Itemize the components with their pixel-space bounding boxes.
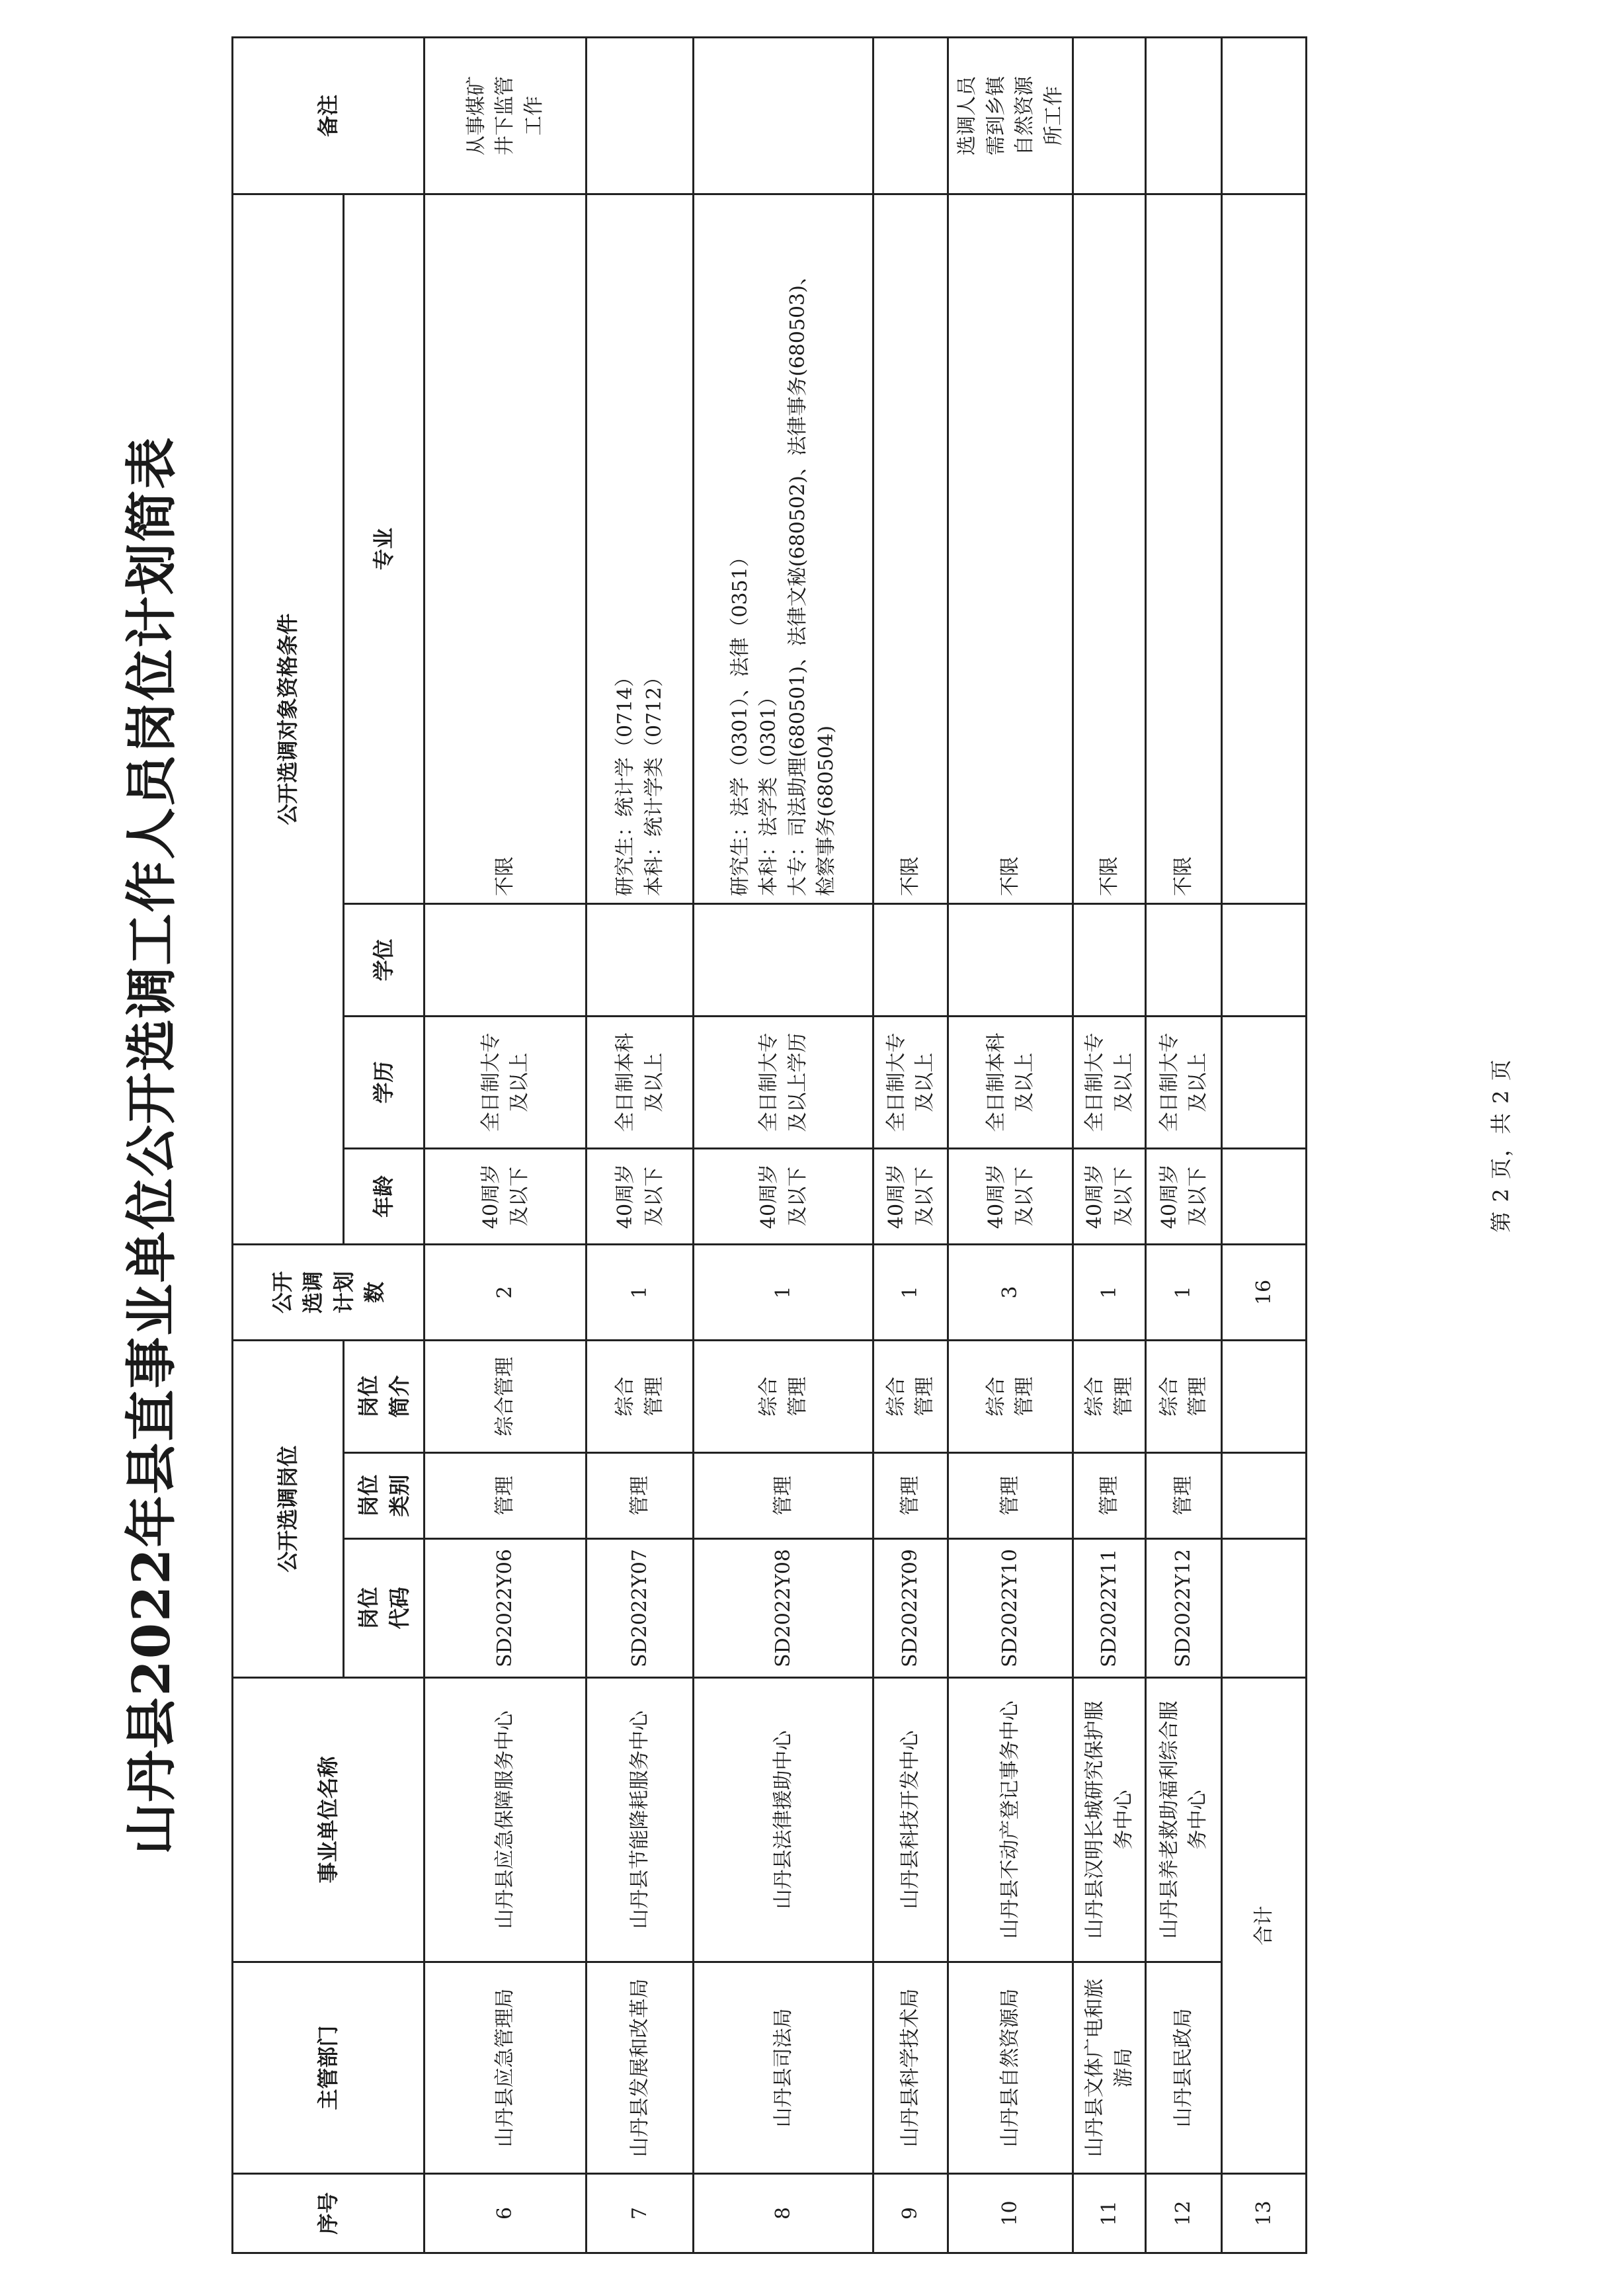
cell-age: 40周岁 及以下	[587, 1149, 694, 1245]
table-row	[948, 38, 1073, 2253]
cell-count: 1	[873, 1245, 948, 1341]
cell-remark	[694, 38, 873, 194]
header-post-type: 岗位 类别	[344, 1453, 425, 1539]
cell-dept: 山丹县应急管理局	[425, 1962, 587, 2174]
cell-type: 管理	[587, 1453, 694, 1539]
cell-seq: 8	[694, 2174, 873, 2253]
cell-desc: 综合 管理	[587, 1341, 694, 1453]
cell-count: 1	[1073, 1245, 1146, 1341]
cell-remark	[1146, 38, 1222, 194]
cell-edu: 全日制大专 及以上学历	[694, 1017, 873, 1149]
header-cond-group: 公开选调对象资格条件	[233, 194, 344, 1245]
total-count: 16	[1222, 1245, 1307, 1341]
cell-edu: 全日制大专 及以上	[1146, 1017, 1222, 1149]
cell-remark	[1073, 38, 1146, 194]
cell-major: 研究生：统计学（0714） 本科：统计学类（0712）	[587, 194, 694, 904]
table-row	[1146, 38, 1222, 2253]
cell-degree	[694, 904, 873, 1017]
total-label: 合计	[1222, 1678, 1307, 2174]
cell-major: 不限	[873, 194, 948, 904]
table-row	[694, 38, 873, 2253]
page-footer: 第 2 页，共 2 页	[1488, 1058, 1514, 1233]
cell-type	[1222, 1453, 1307, 1539]
cell-major	[1222, 194, 1307, 904]
cell-unit: 山丹县节能降耗服务中心	[587, 1678, 694, 1962]
cell-desc	[1222, 1341, 1307, 1453]
header-row-1	[233, 38, 344, 2253]
cell-degree	[873, 904, 948, 1017]
header-seq: 序号	[233, 2174, 425, 2253]
header-age: 年龄	[344, 1149, 425, 1245]
cell-major: 不限	[1073, 194, 1146, 904]
cell-edu: 全日制大专 及以上	[873, 1017, 948, 1149]
cell-degree	[587, 904, 694, 1017]
header-major: 专业	[344, 194, 425, 904]
cell-unit: 山丹县应急保障服务中心	[425, 1678, 587, 1962]
table-row	[587, 38, 694, 2253]
cell-major: 不限	[425, 194, 587, 904]
cell-count: 1	[694, 1245, 873, 1341]
cell-type: 管理	[1073, 1453, 1146, 1539]
cell-seq: 6	[425, 2174, 587, 2253]
cell-remark: 从事煤矿 井下监管 工作	[425, 38, 587, 194]
header-degree: 学位	[344, 904, 425, 1017]
cell-major: 不限	[948, 194, 1073, 904]
cell-count: 3	[948, 1245, 1073, 1341]
cell-remark	[873, 38, 948, 194]
table-row	[1073, 38, 1146, 2253]
cell-desc: 综合 管理	[873, 1341, 948, 1453]
cell-edu	[1222, 1017, 1307, 1149]
cell-dept: 山丹县文体广电和旅 游局	[1073, 1962, 1146, 2174]
cell-unit: 山丹县科技开发中心	[873, 1678, 948, 1962]
total-row	[1222, 38, 1307, 2253]
cell-type: 管理	[948, 1453, 1073, 1539]
header-post-desc: 岗位 简介	[344, 1341, 425, 1453]
cell-unit: 山丹县不动产登记事务中心	[948, 1678, 1073, 1962]
cell-code: SD2022Y11	[1073, 1539, 1146, 1678]
cell-dept: 山丹县司法局	[694, 1962, 873, 2174]
header-dept: 主管部门	[233, 1962, 425, 2174]
cell-seq: 12	[1146, 2174, 1222, 2253]
header-post-group: 公开选调岗位	[233, 1341, 344, 1678]
cell-type: 管理	[1146, 1453, 1222, 1539]
cell-seq: 9	[873, 2174, 948, 2253]
cell-major: 研究生：法学（0301）、法律（0351） 本科：法学类（0301） 大专：司法助理(680501)、法律文秘(680502)、法律事务(680503)、 检察事务(680504)	[694, 194, 873, 904]
cell-desc: 综合 管理	[1073, 1341, 1146, 1453]
cell-degree	[1073, 904, 1146, 1017]
cell-degree	[1146, 904, 1222, 1017]
cell-unit: 山丹县法律援助中心	[694, 1678, 873, 1962]
cell-dept: 山丹县科学技术局	[873, 1962, 948, 2174]
cell-code: SD2022Y10	[948, 1539, 1073, 1678]
cell-count: 2	[425, 1245, 587, 1341]
cell-code	[1222, 1539, 1307, 1678]
cell-desc: 综合管理	[425, 1341, 587, 1453]
cell-edu: 全日制大专 及以上	[425, 1017, 587, 1149]
cell-age: 40周岁 及以下	[948, 1149, 1073, 1245]
cell-age: 40周岁 及以下	[873, 1149, 948, 1245]
cell-desc: 综合 管理	[948, 1341, 1073, 1453]
cell-edu: 全日制本科 及以上	[948, 1017, 1073, 1149]
cell-desc: 综合 管理	[1146, 1341, 1222, 1453]
cell-type: 管理	[694, 1453, 873, 1539]
cell-unit: 山丹县养老救助福利综合服 务中心	[1146, 1678, 1222, 1962]
recruitment-table	[231, 36, 1307, 2254]
cell-remark	[587, 38, 694, 194]
cell-age: 40周岁 及以下	[1073, 1149, 1146, 1245]
cell-code: SD2022Y06	[425, 1539, 587, 1678]
cell-age	[1222, 1149, 1307, 1245]
cell-age: 40周岁 及以下	[1146, 1149, 1222, 1245]
cell-remark	[1222, 38, 1307, 194]
cell-seq: 10	[948, 2174, 1073, 2253]
cell-age: 40周岁 及以下	[694, 1149, 873, 1245]
page-title: 山丹县2022年县直事业单位公开选调工作人员岗位计划简表	[122, 436, 182, 1855]
cell-desc: 综合 管理	[694, 1341, 873, 1453]
cell-code: SD2022Y09	[873, 1539, 948, 1678]
cell-code: SD2022Y12	[1146, 1539, 1222, 1678]
table-body	[425, 38, 1307, 2253]
header-post-code: 岗位 代码	[344, 1539, 425, 1678]
header-remark: 备注	[233, 38, 425, 194]
cell-unit: 山丹县汉明长城研究保护服 务中心	[1073, 1678, 1146, 1962]
cell-degree	[425, 904, 587, 1017]
cell-edu: 全日制本科 及以上	[587, 1017, 694, 1149]
cell-major: 不限	[1146, 194, 1222, 904]
header-count: 公开 选调 计划 数	[233, 1245, 425, 1341]
cell-type: 管理	[873, 1453, 948, 1539]
header-unit: 事业单位名称	[233, 1678, 425, 1962]
cell-degree	[948, 904, 1073, 1017]
table-row	[425, 38, 587, 2253]
cell-count: 1	[1146, 1245, 1222, 1341]
cell-code: SD2022Y08	[694, 1539, 873, 1678]
cell-seq: 13	[1222, 2174, 1307, 2253]
cell-code: SD2022Y07	[587, 1539, 694, 1678]
cell-seq: 7	[587, 2174, 694, 2253]
table-row	[873, 38, 948, 2253]
cell-dept: 山丹县自然资源局	[948, 1962, 1073, 2174]
cell-degree	[1222, 904, 1307, 1017]
cell-edu: 全日制大专 及以上	[1073, 1017, 1146, 1149]
cell-seq: 11	[1073, 2174, 1146, 2253]
cell-dept: 山丹县民政局	[1146, 1962, 1222, 2174]
cell-count: 1	[587, 1245, 694, 1341]
header-edu: 学历	[344, 1017, 425, 1149]
cell-dept: 山丹县发展和改革局	[587, 1962, 694, 2174]
cell-age: 40周岁 及以下	[425, 1149, 587, 1245]
cell-type: 管理	[425, 1453, 587, 1539]
cell-remark: 选调人员 需到乡镇 自然资源 所工作	[948, 38, 1073, 194]
